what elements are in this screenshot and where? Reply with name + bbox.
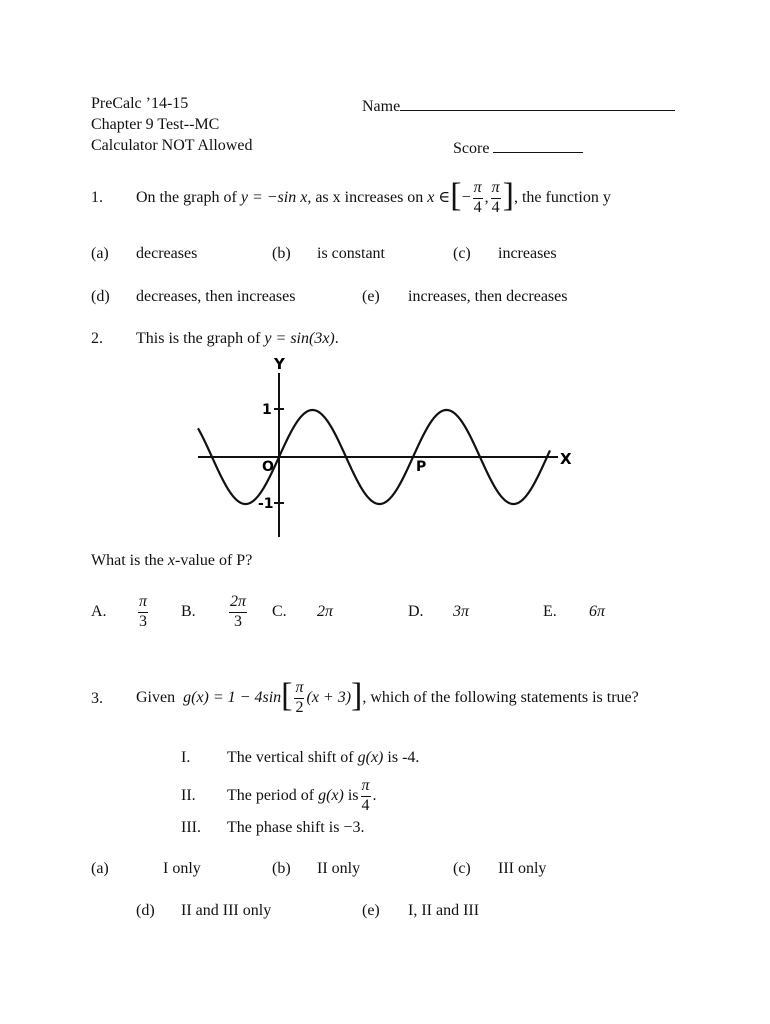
score-label: Score [453, 140, 490, 157]
q2-option-c-label[interactable]: C. [272, 603, 287, 620]
tick-label-neg-1: -1 [258, 496, 274, 512]
calculator-note: Calculator NOT Allowed [91, 137, 253, 154]
q1-frac-lo-den: 4 [473, 199, 482, 216]
q3-left-bracket: [ [281, 677, 293, 714]
q2-option-b-den: 3 [234, 613, 242, 630]
origin-label: O [262, 459, 274, 475]
q3-frac [294, 680, 304, 716]
q3-statement-3-label: III. [181, 819, 201, 836]
q1-frac-hi-den: 4 [491, 199, 500, 216]
q3-text-end: , which of the following statements is true? [362, 689, 639, 706]
q3-statement-2-num: π [361, 778, 371, 797]
q2-option-a-label[interactable]: A. [91, 603, 107, 620]
q2-question-start: What is the [91, 552, 164, 569]
q3-stem [136, 675, 639, 721]
course-title: PreCalc ’14-15 [91, 95, 189, 112]
q1-option-b[interactable]: is constant [317, 245, 385, 262]
q3-statement-2 [227, 778, 377, 814]
name-label: Name [362, 98, 401, 115]
q3-statement-2-frac [361, 778, 371, 814]
q2-option-a-num: π [138, 594, 148, 613]
point-p-label: P [416, 459, 427, 475]
q1-left-bracket: [ [450, 177, 462, 214]
q1-text-mid: , as x increases on [307, 189, 424, 206]
q1-function: y = −sin x [240, 189, 308, 206]
q2-option-a[interactable] [136, 594, 150, 630]
q2-text-start: This is the graph of [136, 330, 261, 347]
q1-option-d-label[interactable]: (d) [91, 288, 110, 305]
q3-statement-2-text-a: The period of [227, 787, 315, 804]
score-blank[interactable] [493, 138, 583, 153]
q3-statement-1-text-a: The vertical shift of [227, 749, 354, 766]
q3-option-d[interactable]: II and III only [181, 902, 272, 919]
q2-question-end: -value of P? [174, 552, 253, 569]
q1-frac-hi [491, 180, 501, 216]
y-axis-label: Y [274, 355, 285, 373]
q3-option-c[interactable]: III only [498, 860, 547, 877]
q2-option-b[interactable] [227, 594, 249, 630]
q1-number: 1. [91, 189, 103, 206]
x-axis-label: X [560, 450, 572, 468]
q1-option-a[interactable]: decreases [136, 245, 198, 262]
name-field[interactable] [362, 96, 675, 115]
q1-option-b-label[interactable]: (b) [272, 245, 291, 262]
q3-statement-3-text-b: . [360, 819, 365, 836]
q3-option-d-label[interactable]: (d) [136, 902, 155, 919]
q3-function-left: g(x) = 1 − 4sin [183, 689, 282, 706]
q1-frac-lo-num: π [473, 180, 483, 199]
q3-frac-num: π [294, 680, 304, 699]
q1-frac-hi-num: π [491, 180, 501, 199]
q1-text-end: , the function y [513, 189, 611, 206]
q3-statement-3-text-a: The phase shift is [227, 819, 340, 836]
q3-paren: (x + 3) [306, 689, 352, 706]
q2-option-d[interactable]: 3π [453, 603, 470, 620]
q2-option-d-label[interactable]: D. [408, 603, 424, 620]
q3-statement-2-label: II. [181, 787, 196, 804]
q3-statement-1 [227, 750, 419, 766]
q2-function: y = sin(3x) [264, 330, 335, 347]
q3-number: 3. [91, 690, 103, 707]
q1-option-a-label[interactable]: (a) [91, 245, 109, 262]
q2-question [91, 553, 252, 569]
q3-given: Given [136, 689, 176, 706]
q3-statement-3 [227, 820, 364, 836]
q3-statement-3-expr: −3 [343, 819, 361, 836]
q3-statement-1-label: I. [181, 749, 191, 766]
q3-option-b[interactable]: II only [317, 860, 361, 877]
q3-statement-2-den: 4 [361, 797, 370, 814]
q2-option-c[interactable]: 2π [317, 603, 334, 620]
q1-option-c-label[interactable]: (c) [453, 245, 471, 262]
q1-option-e-label[interactable]: (e) [362, 288, 380, 305]
q1-text-start: On the graph of [136, 189, 237, 206]
q3-option-e[interactable]: I, II and III [408, 902, 480, 919]
q1-stem: On the graph of y = −sin x , as x increases on x ∈ [ − $\frac{\pi}{4}$ , $\frac{\pi}{4}$ ] , the function y [136, 177, 611, 216]
q3-option-a-label[interactable]: (a) [91, 860, 109, 877]
q1-right-bracket: ] [502, 177, 514, 214]
q3-option-a[interactable]: I only [163, 860, 201, 877]
q3-frac-den: 2 [295, 699, 304, 716]
sine-graph [180, 355, 580, 540]
q3-statement-2-expr: g(x) [318, 787, 344, 804]
q1-interval-var: x ∈ [427, 189, 451, 206]
name-blank[interactable] [400, 96, 675, 111]
q2-option-b-frac [229, 594, 247, 630]
q3-statement-1-expr: g(x) [357, 749, 384, 766]
q3-option-e-label[interactable]: (e) [362, 902, 380, 919]
q2-stem: This is the graph of y = sin(3x). [136, 330, 339, 347]
q1-option-c[interactable]: increases [498, 245, 557, 262]
q1-option-d[interactable]: decreases, then increases [136, 288, 296, 305]
q2-option-e[interactable]: 6π [589, 603, 606, 620]
tick-label-1: 1 [262, 402, 272, 418]
q2-option-b-label[interactable]: B. [181, 603, 196, 620]
q1-frac-lo [473, 180, 483, 216]
q3-statement-2-end: . [372, 787, 377, 804]
q2-option-e-label[interactable]: E. [543, 603, 557, 620]
q1-lo-sign: − [461, 189, 471, 206]
q2-option-a-frac [138, 594, 148, 630]
score-field[interactable] [453, 138, 583, 157]
q3-right-bracket: ] [351, 677, 363, 714]
q3-statement-1-text-b: is -4. [387, 749, 420, 766]
test-title: Chapter 9 Test--MC [91, 116, 220, 133]
q3-option-c-label[interactable]: (c) [453, 860, 471, 877]
q2-option-b-num: 2π [229, 594, 247, 613]
q2-question-var: x [167, 552, 175, 569]
q2-number: 2. [91, 330, 103, 347]
q2-option-a-den: 3 [139, 613, 147, 630]
q3-option-b-label[interactable]: (b) [272, 860, 291, 877]
q1-option-e[interactable]: increases, then decreases [408, 288, 568, 305]
q3-statement-2-text-b: is [347, 787, 359, 804]
